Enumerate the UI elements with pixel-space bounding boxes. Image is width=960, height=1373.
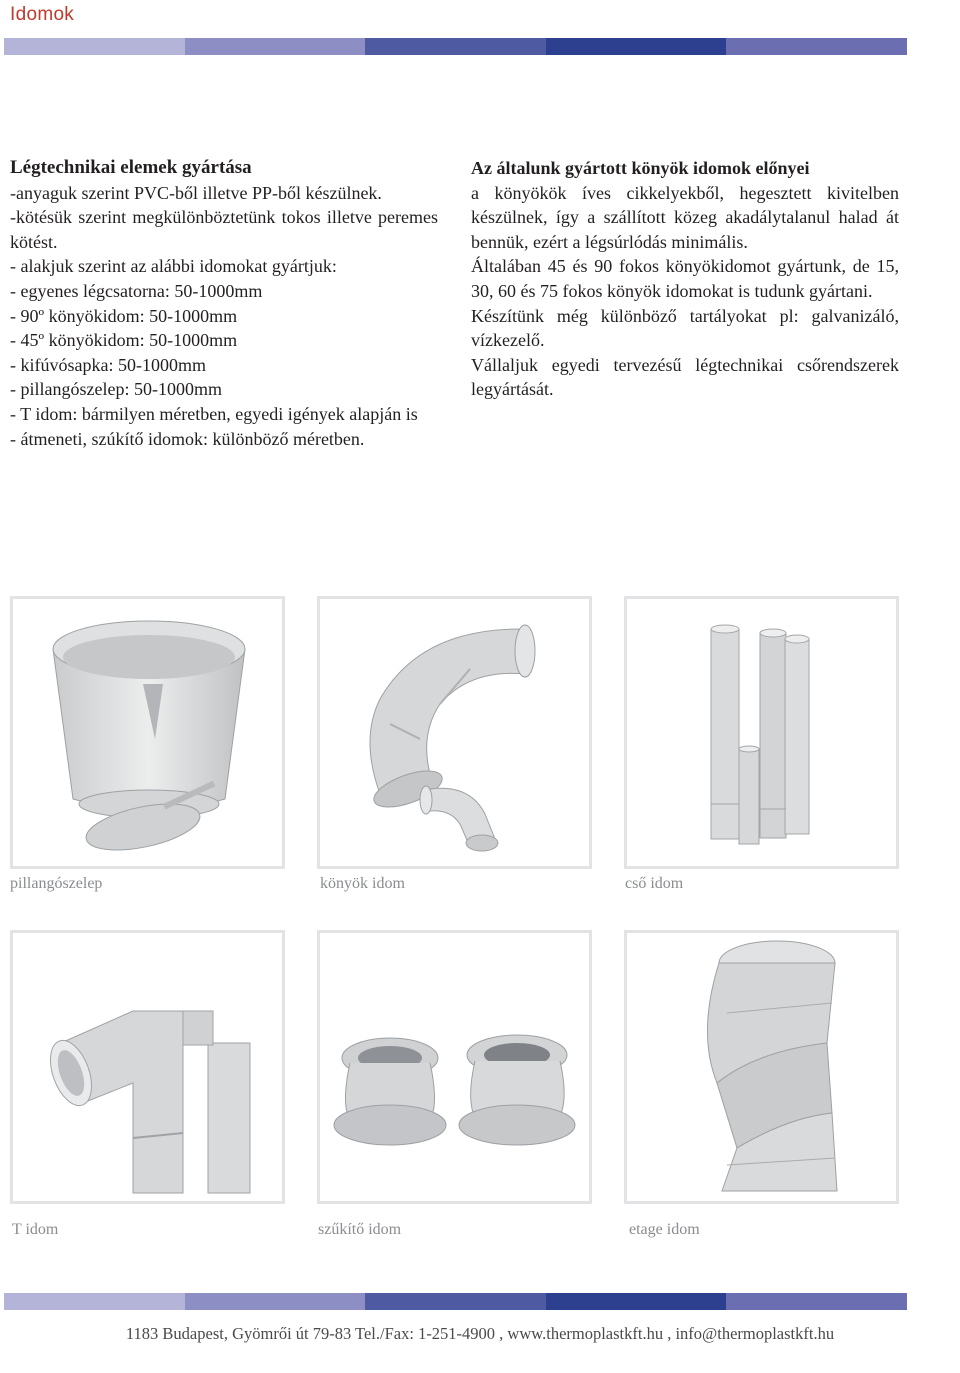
spec-line-45-elbow: - 45º könyökidom: 50-1000mm	[10, 330, 238, 351]
tee-photo	[10, 930, 285, 1204]
band-segment	[185, 38, 366, 55]
spec-line-90-elbow: - 90º könyökidom: 50-1000mm	[10, 305, 238, 326]
spec-line-transition: - átmeneti, szúkítő idomok: különböző méretben.	[10, 428, 365, 449]
elbow-fitting-icon	[320, 599, 589, 866]
spec-line-butterfly-valve: - pillangószelep: 50-1000mm	[10, 379, 222, 400]
caption-offset: etage idom	[629, 1221, 700, 1238]
band-segment	[365, 38, 546, 55]
caption-elbow: könyök idom	[320, 875, 405, 892]
band-segment	[4, 1293, 185, 1310]
connection-line: -kötésük szerint megkülönböztetünk tokos illetve peremes kötést.	[10, 207, 438, 252]
reducer-photo	[317, 930, 592, 1204]
pipe-photo	[624, 596, 899, 869]
pipe-icon	[627, 599, 896, 866]
elbow-photo	[317, 596, 592, 869]
band-segment	[546, 38, 727, 55]
caption-pipe: cső idom	[625, 875, 684, 892]
butterfly-valve-photo	[10, 596, 285, 869]
band-segment	[4, 38, 185, 55]
decorative-color-band-top	[4, 38, 907, 55]
band-segment	[365, 1293, 546, 1310]
caption-butterfly-valve: pillangószelep	[10, 875, 103, 892]
decorative-color-band-bottom	[4, 1293, 907, 1310]
advantages-paragraph-2: Általában 45 és 90 fokos könyökidomot gyártunk, de 15, 30, 60 és 75 fokos könyök idomokat is tudunk gyártani.	[471, 256, 899, 301]
band-segment	[726, 38, 907, 55]
manufacturing-section	[10, 156, 438, 451]
caption-tee: T idom	[12, 1221, 59, 1238]
spec-line-straight-duct: - egyenes légcsatorna: 50-1000mm	[10, 280, 263, 301]
manufacturing-heading: Légtechnikai elemek gyártása	[10, 157, 252, 178]
page-title: Idomok	[10, 4, 75, 25]
elbow-advantages-section	[471, 156, 899, 402]
reducer-flange-icon	[320, 933, 589, 1201]
spec-line-tee: - T idom: bármilyen méretben, egyedi igények alapján is	[10, 403, 418, 424]
contact-footer: 1183 Budapest, Gyömrői út 79-83 Tel./Fax: 1-251-4900 , www.thermoplastkft.hu , info@thermoplastkft.hu	[125, 1324, 835, 1343]
offset-photo	[624, 930, 899, 1204]
offset-fitting-icon	[627, 933, 896, 1201]
advantages-heading: Az általunk gyártott könyök idomok előnyei	[471, 158, 810, 178]
spec-line-outlet-cap: - kifúvósapka: 50-1000mm	[10, 354, 206, 375]
advantages-paragraph-4: Vállaljuk egyedi tervezésű légtechnikai csőrendszerek legyártását.	[471, 354, 899, 400]
advantages-paragraph-3: Készítünk még különböző tartályokat pl: galvanizáló, vízkezelő.	[471, 305, 899, 351]
caption-reducer: szűkítő idom	[318, 1221, 402, 1238]
band-segment	[546, 1293, 727, 1310]
advantages-paragraph-1: a könyökök íves cikkelyekből, hegesztett kivitelben készülnek, így a szállított közeg akadálytalanul halad át bennük, ezért a légsúrlódás minimális.	[471, 182, 899, 252]
band-segment	[726, 1293, 907, 1310]
tee-fitting-icon	[13, 933, 282, 1201]
shape-intro-line: - alakjuk szerint az alábbi idomokat gyártjuk:	[10, 256, 337, 277]
butterfly-valve-icon	[13, 599, 282, 866]
material-line: -anyaguk szerint PVC-ből illetve PP-ből készülnek.	[10, 182, 382, 203]
band-segment	[185, 1293, 366, 1310]
